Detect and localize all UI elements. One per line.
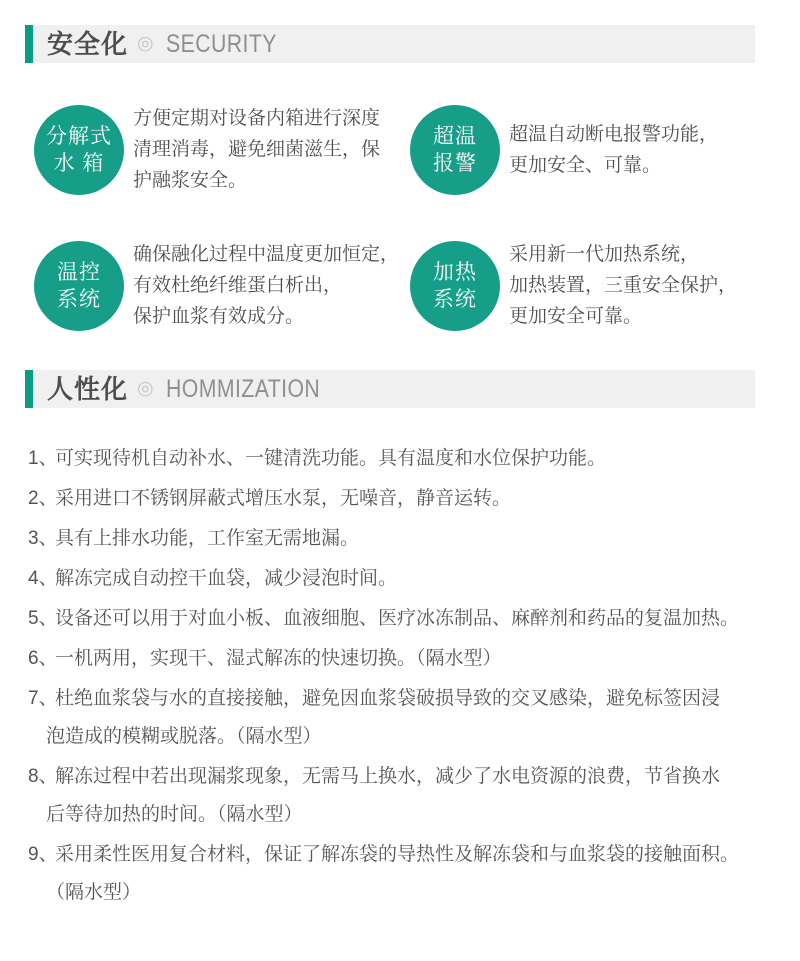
list-item <box>28 440 775 478</box>
section-title: 安全化 <box>47 29 129 59</box>
section-accent-bar <box>25 25 33 63</box>
list-item-number: 7、 <box>28 688 58 709</box>
product-detail-page <box>0 25 800 961</box>
humanization-feature-list <box>28 440 775 912</box>
list-item-text: 一机两用，实现干、湿式解冻的快速切换。（隔水型） <box>55 648 502 669</box>
list-item-number: 4、 <box>28 568 58 589</box>
list-item <box>28 480 775 518</box>
list-item-text: 具有上排水功能，工作室无需地漏。 <box>55 528 360 549</box>
section-subtitle: SECURITY <box>165 29 277 58</box>
list-item <box>28 836 775 912</box>
feature-card <box>34 103 410 196</box>
list-item <box>28 520 775 558</box>
security-features-grid <box>34 103 775 332</box>
feature-badge: 超温 报警 <box>410 105 500 195</box>
list-item <box>28 758 775 834</box>
humanization-section-header <box>25 370 755 408</box>
list-item-text: 设备还可以用于对血小板、血液细胞、医疗冰冻制品、麻醉剂和药品的复温加热。 <box>55 608 740 629</box>
list-item-number: 3、 <box>28 528 58 549</box>
list-item-number: 5、 <box>28 608 58 629</box>
ring-icon: ◎ <box>137 33 154 54</box>
list-item-text: 采用进口不锈钢屏蔽式增压水泵，无噪音，静音运转。 <box>55 488 512 509</box>
list-item-number: 1、 <box>28 448 58 469</box>
list-item-number: 9、 <box>28 844 58 865</box>
list-item <box>28 600 775 638</box>
list-item-text: 采用柔性医用复合材料，保证了解冻袋的导热性及解冻袋和与血浆袋的接触面积。 （隔水型） <box>46 844 740 903</box>
feature-badge: 加热 系统 <box>410 241 500 331</box>
feature-description: 超温自动断电报警功能， 更加安全、可靠。 <box>509 123 719 176</box>
feature-badge: 分解式 水 箱 <box>34 105 124 195</box>
security-section-header <box>25 25 755 63</box>
feature-badge: 温控 系统 <box>34 241 124 331</box>
feature-card <box>34 239 410 332</box>
list-item <box>28 560 775 598</box>
feature-card <box>410 103 775 196</box>
feature-card <box>410 239 775 332</box>
section-accent-bar <box>25 370 33 408</box>
list-item-text: 解冻过程中若出现漏浆现象，无需马上换水，减少了水电资源的浪费，节省换水 后等待加热的时间。（隔水型） <box>46 766 721 825</box>
feature-description: 确保融化过程中温度更加恒定， 有效杜绝纤维蛋白析出， 保护血浆有效成分。 <box>133 244 400 327</box>
list-item-text: 解冻完成自动控干血袋，减少浸泡时间。 <box>55 568 398 589</box>
list-item <box>28 640 775 678</box>
list-item <box>28 680 775 756</box>
list-item-number: 2、 <box>28 488 58 509</box>
list-item-text: 可实现待机自动补水、一键清洗功能。具有温度和水位保护功能。 <box>55 448 607 469</box>
list-item-number: 8、 <box>28 766 58 787</box>
feature-description: 方便定期对设备内箱进行深度 清理消毒，避免细菌滋生，保 护融浆安全。 <box>133 108 381 191</box>
list-item-number: 6、 <box>28 648 58 669</box>
feature-description: 采用新一代加热系统， 加热装置，三重安全保护， 更加安全可靠。 <box>509 244 738 327</box>
list-item-text: 杜绝血浆袋与水的直接接触，避免因血浆袋破损导致的交叉感染，避免标签因浸 泡造成的模糊或脱落。（隔水型） <box>46 688 721 747</box>
ring-icon: ◎ <box>137 378 154 399</box>
section-subtitle: HOMMIZATION <box>165 374 320 403</box>
section-title: 人性化 <box>47 374 129 404</box>
